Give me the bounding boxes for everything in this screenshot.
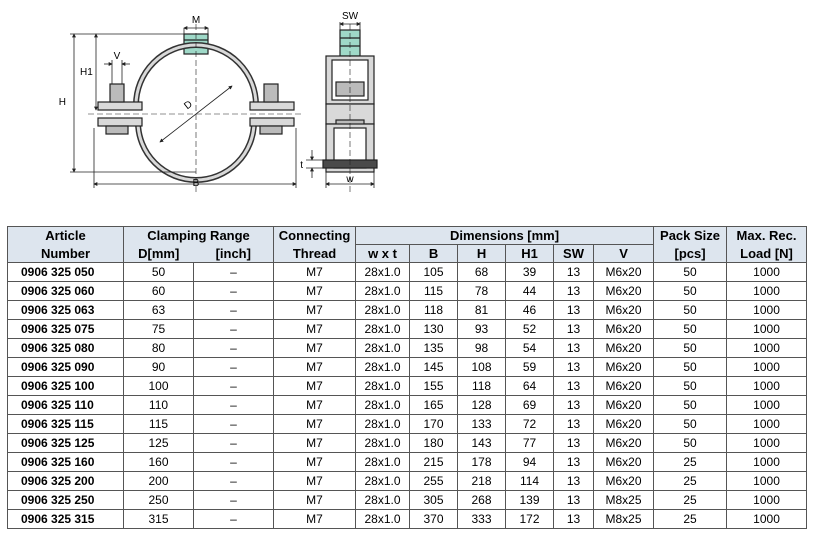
cell-article: 0906 325 110 [8,396,124,415]
cell-v: M6x20 [594,453,654,472]
cell-inch: – [194,320,274,339]
cell-d: 100 [124,377,194,396]
cell-load: 1000 [727,396,807,415]
cell-b: 255 [410,472,458,491]
cell-b: 180 [410,434,458,453]
cell-wxt: 28x1.0 [356,434,410,453]
cell-thread: M7 [274,491,356,510]
cell-h: 143 [458,434,506,453]
dim-label-v: V [113,51,121,62]
cell-thread: M7 [274,510,356,529]
cell-sw: 13 [554,472,594,491]
header-inch: [inch] [194,245,274,263]
cell-sw: 13 [554,358,594,377]
cell-v: M6x20 [594,320,654,339]
cell-pack: 50 [654,263,727,282]
cell-wxt: 28x1.0 [356,339,410,358]
cell-h1: 139 [506,491,554,510]
table-row [8,339,807,358]
cell-b: 145 [410,358,458,377]
cell-b: 165 [410,396,458,415]
cell-b: 305 [410,491,458,510]
cell-load: 1000 [727,453,807,472]
clamp-spec-table [7,226,807,529]
cell-h: 78 [458,282,506,301]
cell-pack: 25 [654,491,727,510]
cell-load: 1000 [727,263,807,282]
cell-load: 1000 [727,377,807,396]
cell-inch: – [194,415,274,434]
header-load-n: Load [N] [727,245,807,263]
cell-article: 0906 325 100 [8,377,124,396]
cell-thread: M7 [274,301,356,320]
cell-sw: 13 [554,263,594,282]
table-row [8,358,807,377]
cell-wxt: 28x1.0 [356,472,410,491]
dim-label-h: H [58,97,66,108]
front-view [88,24,304,192]
cell-sw: 13 [554,396,594,415]
header-article: Article [8,227,124,245]
cell-pack: 50 [654,282,727,301]
cell-d: 115 [124,415,194,434]
cell-h: 333 [458,510,506,529]
cell-wxt: 28x1.0 [356,453,410,472]
cell-d: 200 [124,472,194,491]
cell-article: 0906 325 050 [8,263,124,282]
cell-thread: M7 [274,472,356,491]
header-pack-size: Pack Size [654,227,727,245]
cell-h1: 64 [506,377,554,396]
cell-v: M6x20 [594,358,654,377]
cell-h: 68 [458,263,506,282]
cell-load: 1000 [727,301,807,320]
cell-inch: – [194,472,274,491]
dim-label-m: M [191,15,201,26]
cell-d: 315 [124,510,194,529]
cell-d: 125 [124,434,194,453]
cell-sw: 13 [554,434,594,453]
table-row [8,491,807,510]
dim-label-d: D [182,98,195,112]
cell-sw: 13 [554,510,594,529]
cell-b: 115 [410,282,458,301]
cell-wxt: 28x1.0 [356,320,410,339]
cell-h1: 39 [506,263,554,282]
cell-load: 1000 [727,510,807,529]
dim-label-w: w [346,174,354,185]
right-screw [264,84,278,102]
cell-b: 135 [410,339,458,358]
cell-d: 110 [124,396,194,415]
cell-load: 1000 [727,434,807,453]
cell-inch: – [194,510,274,529]
cell-article: 0906 325 090 [8,358,124,377]
cell-h1: 52 [506,320,554,339]
cell-pack: 50 [654,358,727,377]
dim-label-h1: H1 [80,67,93,78]
cell-pack: 50 [654,396,727,415]
left-screw [110,84,124,102]
header-article-number: Number [8,245,124,263]
cell-pack: 25 [654,510,727,529]
cell-b: 170 [410,415,458,434]
dim-label-sw: SW [341,11,359,22]
cell-v: M6x20 [594,301,654,320]
header-connecting: Connecting [274,227,356,245]
cell-inch: – [194,282,274,301]
cell-load: 1000 [727,491,807,510]
cell-d: 90 [124,358,194,377]
cell-h: 118 [458,377,506,396]
cell-sw: 13 [554,320,594,339]
table-row [8,320,807,339]
cell-wxt: 28x1.0 [356,415,410,434]
cell-load: 1000 [727,472,807,491]
cell-d: 50 [124,263,194,282]
cell-article: 0906 325 250 [8,491,124,510]
cell-h: 178 [458,453,506,472]
cell-h1: 72 [506,415,554,434]
cell-d: 75 [124,320,194,339]
cell-sw: 13 [554,453,594,472]
table-row [8,510,807,529]
cell-d: 80 [124,339,194,358]
cell-thread: M7 [274,339,356,358]
cell-pack: 50 [654,434,727,453]
cell-h: 128 [458,396,506,415]
cell-v: M8x25 [594,491,654,510]
cell-pack: 25 [654,453,727,472]
cell-load: 1000 [727,320,807,339]
cell-h1: 54 [506,339,554,358]
table-row [8,472,807,491]
cell-sw: 13 [554,377,594,396]
cell-v: M6x20 [594,415,654,434]
cell-thread: M7 [274,396,356,415]
cell-article: 0906 325 315 [8,510,124,529]
header-pcs: [pcs] [654,245,727,263]
cell-pack: 50 [654,301,727,320]
cell-h: 98 [458,339,506,358]
cell-v: M6x20 [594,434,654,453]
clamp-technical-drawing [0,0,813,200]
cell-inch: – [194,434,274,453]
cell-v: M6x20 [594,377,654,396]
cell-load: 1000 [727,415,807,434]
cell-d: 160 [124,453,194,472]
cell-wxt: 28x1.0 [356,301,410,320]
cell-h1: 114 [506,472,554,491]
cell-b: 215 [410,453,458,472]
header-b: B [410,245,458,263]
cell-h: 268 [458,491,506,510]
cell-v: M6x20 [594,396,654,415]
cell-load: 1000 [727,358,807,377]
cell-wxt: 28x1.0 [356,282,410,301]
cell-thread: M7 [274,415,356,434]
table-row [8,415,807,434]
header-h: H [458,245,506,263]
left-flange [98,102,142,110]
dim-label-b: B [192,178,200,189]
header-h1: H1 [506,245,554,263]
cell-h1: 94 [506,453,554,472]
cell-inch: – [194,377,274,396]
table-row [8,301,807,320]
cell-pack: 50 [654,339,727,358]
dim-label-t: t [300,160,303,171]
header-dimensions: Dimensions [mm] [356,227,654,245]
cell-article: 0906 325 075 [8,320,124,339]
cell-thread: M7 [274,358,356,377]
cell-b: 130 [410,320,458,339]
header-thread: Thread [274,245,356,263]
cell-sw: 13 [554,301,594,320]
table-row [8,434,807,453]
cell-thread: M7 [274,263,356,282]
cell-wxt: 28x1.0 [356,358,410,377]
header-max-load: Max. Rec. [727,227,807,245]
cell-v: M8x25 [594,510,654,529]
cell-thread: M7 [274,377,356,396]
cell-v: M6x20 [594,282,654,301]
cell-wxt: 28x1.0 [356,396,410,415]
cell-wxt: 28x1.0 [356,510,410,529]
cell-article: 0906 325 080 [8,339,124,358]
cell-b: 370 [410,510,458,529]
cell-v: M6x20 [594,263,654,282]
cell-sw: 13 [554,339,594,358]
table-header [8,227,807,263]
cell-h1: 77 [506,434,554,453]
table-row [8,453,807,472]
cell-load: 1000 [727,282,807,301]
table-row [8,263,807,282]
cell-inch: – [194,301,274,320]
table-row [8,282,807,301]
header-wxt: w x t [356,245,410,263]
header-clamping-range: Clamping Range [124,227,274,245]
cell-thread: M7 [274,320,356,339]
cell-h: 81 [458,301,506,320]
right-flange [250,102,294,110]
cell-sw: 13 [554,491,594,510]
cell-wxt: 28x1.0 [356,377,410,396]
cell-h1: 44 [506,282,554,301]
side-view [323,24,377,192]
cell-h: 93 [458,320,506,339]
cell-load: 1000 [727,339,807,358]
header-sw: SW [554,245,594,263]
cell-d: 250 [124,491,194,510]
cell-d: 60 [124,282,194,301]
header-d-mm: D[mm] [124,245,194,263]
cell-b: 105 [410,263,458,282]
cell-d: 63 [124,301,194,320]
cell-inch: – [194,453,274,472]
cell-v: M6x20 [594,472,654,491]
cell-thread: M7 [274,282,356,301]
cell-article: 0906 325 063 [8,301,124,320]
cell-inch: – [194,491,274,510]
cell-h: 133 [458,415,506,434]
table-row [8,396,807,415]
cell-thread: M7 [274,434,356,453]
cell-inch: – [194,396,274,415]
cell-inch: – [194,263,274,282]
table-body [8,263,807,529]
cell-sw: 13 [554,415,594,434]
cell-article: 0906 325 115 [8,415,124,434]
cell-b: 118 [410,301,458,320]
cell-wxt: 28x1.0 [356,263,410,282]
cell-v: M6x20 [594,339,654,358]
header-v: V [594,245,654,263]
cell-pack: 50 [654,377,727,396]
cell-b: 155 [410,377,458,396]
cell-h: 218 [458,472,506,491]
cell-pack: 50 [654,320,727,339]
cell-wxt: 28x1.0 [356,491,410,510]
cell-h1: 172 [506,510,554,529]
cell-article: 0906 325 160 [8,453,124,472]
cell-h1: 59 [506,358,554,377]
cell-h1: 69 [506,396,554,415]
cell-thread: M7 [274,453,356,472]
cell-inch: – [194,358,274,377]
cell-article: 0906 325 060 [8,282,124,301]
cell-article: 0906 325 125 [8,434,124,453]
cell-pack: 25 [654,472,727,491]
cell-pack: 50 [654,415,727,434]
cell-h1: 46 [506,301,554,320]
cell-inch: – [194,339,274,358]
cell-sw: 13 [554,282,594,301]
cell-h: 108 [458,358,506,377]
cell-article: 0906 325 200 [8,472,124,491]
table-row [8,377,807,396]
